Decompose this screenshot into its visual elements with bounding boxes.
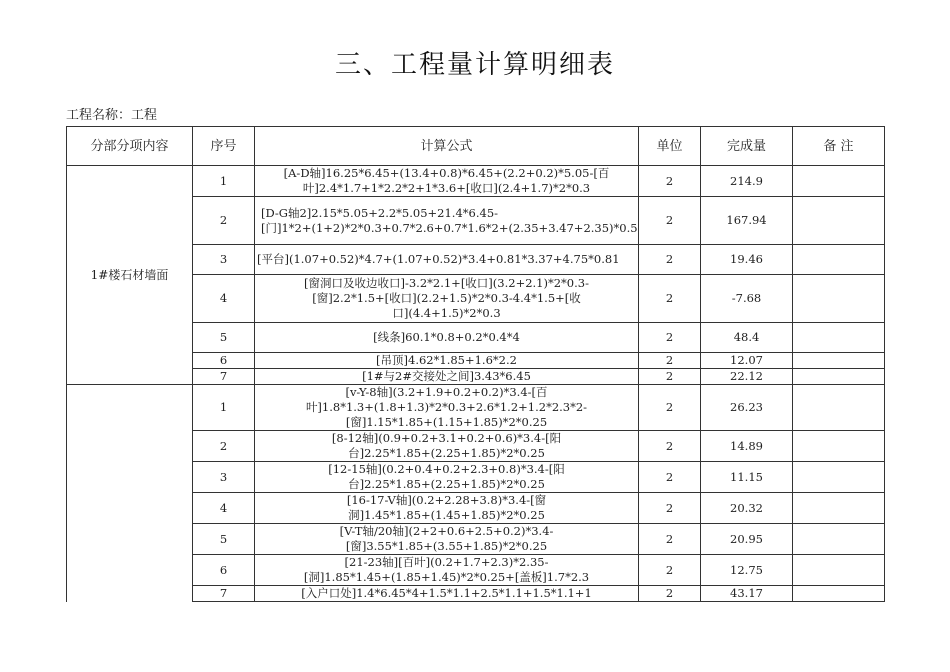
header-unit: 单位 — [639, 127, 701, 166]
header-formula: 计算公式 — [255, 127, 639, 166]
category-cell — [67, 385, 193, 602]
table-row — [67, 166, 885, 197]
formula-cell: [8-12轴](0.9+0.2+3.1+0.2+0.6)*3.4-[阳 台]2.25*1.85+(2.25+1.85)*2*0.25 — [255, 431, 639, 462]
row-no: 3 — [193, 462, 255, 493]
row-no: 6 — [193, 353, 255, 369]
header-note: 备 注 — [793, 127, 885, 166]
formula-cell: [平台](1.07+0.52)*4.7+(1.07+0.52)*3.4+0.81*3.37+4.75*0.81 — [255, 245, 639, 275]
qty-cell: 214.9 — [701, 166, 793, 197]
unit-cell: 2 — [639, 385, 701, 431]
project-name-label: 工程名称：工程 — [66, 108, 158, 123]
qty-cell: -7.68 — [701, 275, 793, 323]
qty-cell: 19.46 — [701, 245, 793, 275]
unit-cell: 2 — [639, 462, 701, 493]
row-no: 1 — [193, 385, 255, 431]
unit-cell: 2 — [639, 166, 701, 197]
row-no: 3 — [193, 245, 255, 275]
header-no: 序号 — [193, 127, 255, 166]
qty-cell: 12.75 — [701, 555, 793, 586]
header-qty: 完成量 — [701, 127, 793, 166]
qty-cell: 11.15 — [701, 462, 793, 493]
unit-cell: 2 — [639, 275, 701, 323]
row-no: 5 — [193, 323, 255, 353]
unit-cell: 2 — [639, 431, 701, 462]
note-cell — [793, 462, 885, 493]
formula-cell: [A-D轴]16.25*6.45+(13.4+0.8)*6.45+(2.2+0.2)*5.05-[百 叶]2.4*1.7+1*2.2*2+1*3.6+[收口](2.4+1.7)*2*0.3 — [255, 166, 639, 197]
quantity-table — [66, 126, 885, 602]
formula-cell: [1#与2#交接处之间]3.43*6.45 — [255, 369, 639, 385]
note-cell — [793, 493, 885, 524]
formula-cell: [吊顶]4.62*1.85+1.6*2.2 — [255, 353, 639, 369]
formula-cell: [窗洞口及收边收口]-3.2*2.1+[收口](3.2+2.1)*2*0.3- [窗]2.2*1.5+[收口](2.2+1.5)*2*0.3-4.4*1.5+[收 口](4.4+1.5)*2*0.3 — [255, 275, 639, 323]
row-no: 5 — [193, 524, 255, 555]
qty-cell: 26.23 — [701, 385, 793, 431]
note-cell — [793, 369, 885, 385]
qty-cell: 20.95 — [701, 524, 793, 555]
header-category: 分部分项内容 — [67, 127, 193, 166]
row-no: 6 — [193, 555, 255, 586]
note-cell — [793, 245, 885, 275]
qty-cell: 14.89 — [701, 431, 793, 462]
row-no: 7 — [193, 586, 255, 602]
note-cell — [793, 524, 885, 555]
row-no: 4 — [193, 275, 255, 323]
formula-cell: [21-23轴][百叶](0.2+1.7+2.3)*2.35- [洞]1.85*1.45+(1.85+1.45)*2*0.25+[盖板]1.7*2.3 — [255, 555, 639, 586]
formula-cell: [12-15轴](0.2+0.4+0.2+2.3+0.8)*3.4-[阳 台]2.25*1.85+(2.25+1.85)*2*0.25 — [255, 462, 639, 493]
formula-cell: [D-G轴2]2.15*5.05+2.2*5.05+21.4*6.45- [门]1*2+(1+2)*2*0.3+0.7*2.6+0.7*1.6*2+(2.35+3.47+2.35)*0.5 — [255, 197, 639, 245]
qty-cell: 20.32 — [701, 493, 793, 524]
formula-cell: [入户口处]1.4*6.45*4+1.5*1.1+2.5*1.1+1.5*1.1+1 — [255, 586, 639, 602]
row-no: 1 — [193, 166, 255, 197]
formula-cell: [V-T轴/20轴](2+2+0.6+2.5+0.2)*3.4- [窗]3.55*1.85+(3.55+1.85)*2*0.25 — [255, 524, 639, 555]
note-cell — [793, 197, 885, 245]
qty-cell: 48.4 — [701, 323, 793, 353]
row-no: 4 — [193, 493, 255, 524]
unit-cell: 2 — [639, 555, 701, 586]
note-cell — [793, 275, 885, 323]
note-cell — [793, 385, 885, 431]
qty-cell: 167.94 — [701, 197, 793, 245]
qty-cell: 22.12 — [701, 369, 793, 385]
row-no: 2 — [193, 431, 255, 462]
unit-cell: 2 — [639, 524, 701, 555]
row-no: 7 — [193, 369, 255, 385]
qty-cell: 12.07 — [701, 353, 793, 369]
note-cell — [793, 431, 885, 462]
category-cell: 1#楼石材墙面 — [67, 166, 193, 385]
unit-cell: 2 — [639, 323, 701, 353]
table-header-row — [67, 127, 885, 166]
unit-cell: 2 — [639, 493, 701, 524]
unit-cell: 2 — [639, 369, 701, 385]
note-cell — [793, 555, 885, 586]
page-title: 三、工程量计算明细表 — [334, 50, 615, 80]
formula-cell: [16-17-V轴](0.2+2.28+3.8)*3.4-[窗 洞]1.45*1.85+(1.45+1.85)*2*0.25 — [255, 493, 639, 524]
qty-cell: 43.17 — [701, 586, 793, 602]
formula-cell: [线条]60.1*0.8+0.2*0.4*4 — [255, 323, 639, 353]
note-cell — [793, 166, 885, 197]
note-cell — [793, 323, 885, 353]
unit-cell: 2 — [639, 353, 701, 369]
unit-cell: 2 — [639, 197, 701, 245]
row-no: 2 — [193, 197, 255, 245]
formula-cell: [v-Y-8轴](3.2+1.9+0.2+0.2)*3.4-[百 叶]1.8*1.3+(1.8+1.3)*2*0.3+2.6*1.2+1.2*2.3*2- [窗]1.15*1.85+(1.15+1.85)*2*0.25 — [255, 385, 639, 431]
note-cell — [793, 353, 885, 369]
table-row — [67, 385, 885, 431]
unit-cell: 2 — [639, 245, 701, 275]
note-cell — [793, 586, 885, 602]
unit-cell: 2 — [639, 586, 701, 602]
